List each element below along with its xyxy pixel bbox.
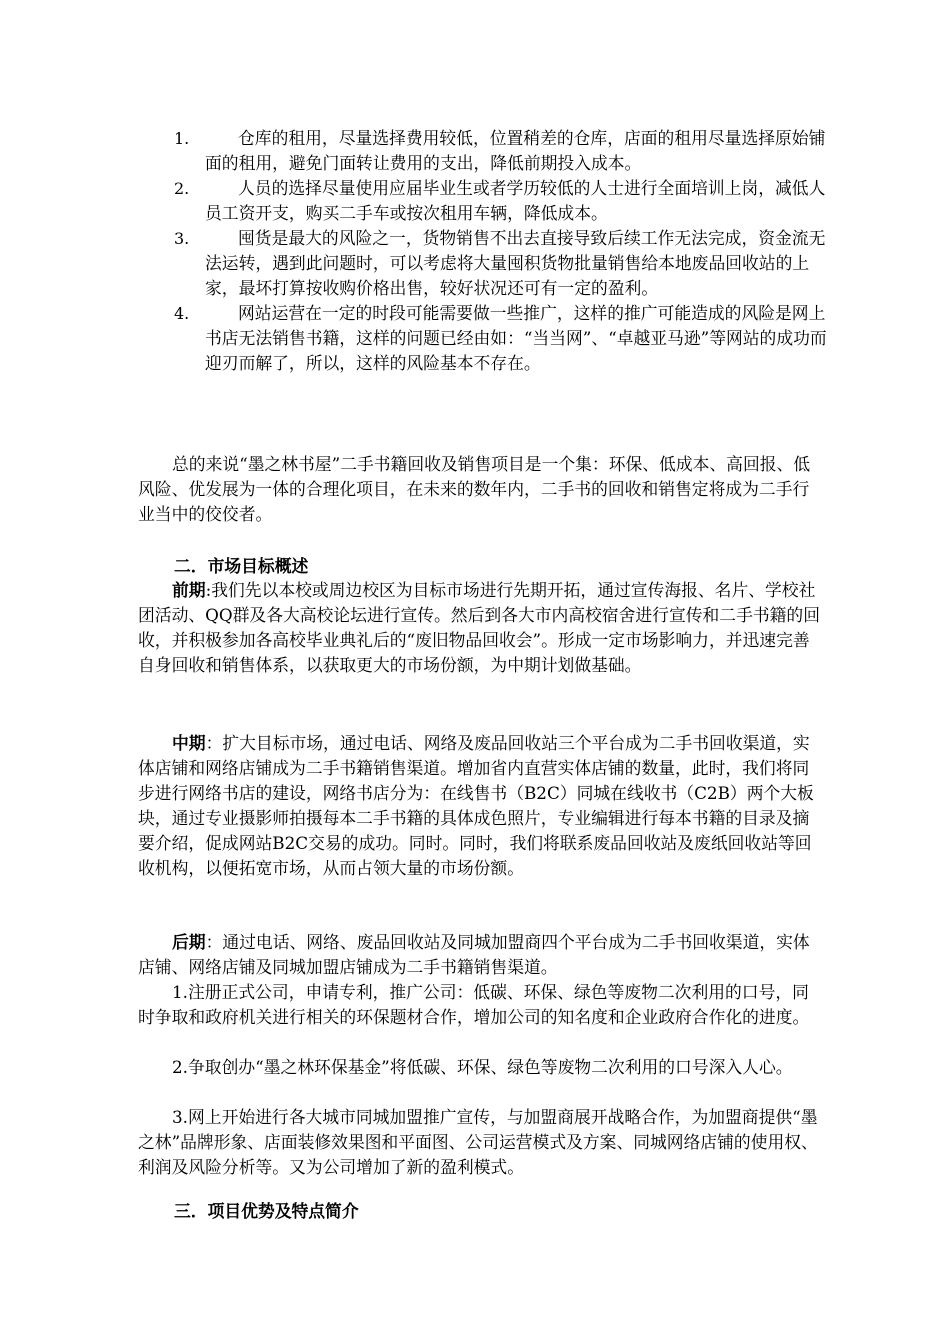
list-text: 人员的选择尽量使用应届毕业生或者学历较低的人士进行全面培训上岗，减低人员工资开支，购买二手车或按次租用车辆，降低成本。 [205, 178, 826, 223]
summary-paragraph: 总的来说“墨之林书屋”二手书籍回收及销售项目是一个集：环保、低成本、高回报、低风险、优发展为一体的合理化项目，在未来的数年内，二手书的回收和销售定将成为二手行业当中的佼佼者。 [138, 454, 811, 524]
early-stage-text: :我们先以本校或周边校区为目标市场进行先期开拓，通过宣传海报、名片、学校社团活动、QQ群及各大高校论坛进行宣传。然后到各大市内高校宿舍进行宣传和二手书籍的回收，并积极参加各高校毕业典礼后的“废旧物品回收会”。形成一定市场影响力，并迅速完善自身回收和销售体系，以获取更大的市场份额，为中期计划做基础。 [138, 580, 820, 675]
late-point-1: 1.注册正式公司，申请专利，推广公司：低碳、环保、绿色等废物二次利用的口号，同时争取和政府机关进行相关的环保题材合作，增加公司的知名度和企业政府合作化的进度。 [138, 982, 810, 1027]
list-item [174, 226, 834, 301]
list-text: 网站运营在一定的时段可能需要做一些推广，这样的推广可能造成的风险是网上书店无法销售书籍，这样的问题已经由如：“当当网”、“卓越亚马逊”等网站的成功而迎刃而解了，所以，这样的风险基本不存在。 [205, 303, 827, 373]
mid-stage-text: ：扩大目标市场，通过电话、网络及废品回收站三个平台成为二手书回收渠道，实体店铺和网络店铺成为二手书籍销售渠道。增加省内直营实体店铺的数量，此时，我们将同步进行网络书店的建设，网络书店分为：在线售书（B2C）同城在线收书（C2B）两个大板块，通过专业摄影师拍摄每本二手书籍的具体成色照片，专业编辑进行每本书籍的目录及摘要介绍，促成网站B2C交易的成功。同时。同时，我们将联系废品回收站及废纸回收站等回收机构，以便拓宽市场，从而占领大量的市场份额。 [138, 733, 814, 878]
late-stage-text: ：通过电话、网络、废品回收站及同城加盟商四个平台成为二手书回收渠道，实体店铺、网络店铺及同城加盟店铺成为二手书籍销售渠道。 [138, 932, 810, 977]
list-item [174, 176, 834, 226]
late-stage-paragraph [138, 930, 820, 980]
list-item [174, 126, 834, 176]
mid-stage-paragraph [138, 731, 820, 881]
mid-stage-label: 中期 [172, 733, 206, 753]
list-text: 仓库的租用，尽量选择费用较低，位置稍差的仓库，店面的租用尽量选择原始铺面的租用，避免门面转让费用的支出，降低前期投入成本。 [205, 128, 826, 173]
list-number: 2. [174, 179, 190, 198]
early-stage-paragraph [138, 578, 820, 678]
late-point-3: 3.网上开始进行各大城市同城加盟推广宣传，与加盟商展开战略合作，为加盟商提供“墨之林”品牌形象、店面装修效果图和平面图、公司运营模式及方案、同城网络店铺的使用权、利润及风险分析等。又为公司增加了新的盈利模式。 [138, 1107, 818, 1177]
early-stage-label: 前期 [172, 580, 206, 600]
list-number: 4. [174, 304, 190, 323]
list-item [174, 301, 834, 376]
section3-heading: 三．项目优势及特点简介 [174, 1201, 359, 1221]
list-text: 囤货是最大的风险之一，货物销售不出去直接导致后续工作无法完成，资金流无法运转，遇到此问题时，可以考虑将大量囤积货物批量销售给本地废品回收站的上家，最坏打算按收购价格出售，较好状况还可有一定的盈利。 [205, 228, 826, 298]
late-point-2: 2.争取创办“墨之林环保基金”将低碳、环保、绿色等废物二次利用的口号深入人心。 [172, 1057, 793, 1077]
list-number: 1. [174, 129, 190, 148]
late-stage-label: 后期 [172, 932, 206, 952]
section2-heading: 二．市场目标概述 [174, 556, 309, 576]
list-number: 3. [174, 229, 190, 248]
risk-list [174, 126, 834, 376]
